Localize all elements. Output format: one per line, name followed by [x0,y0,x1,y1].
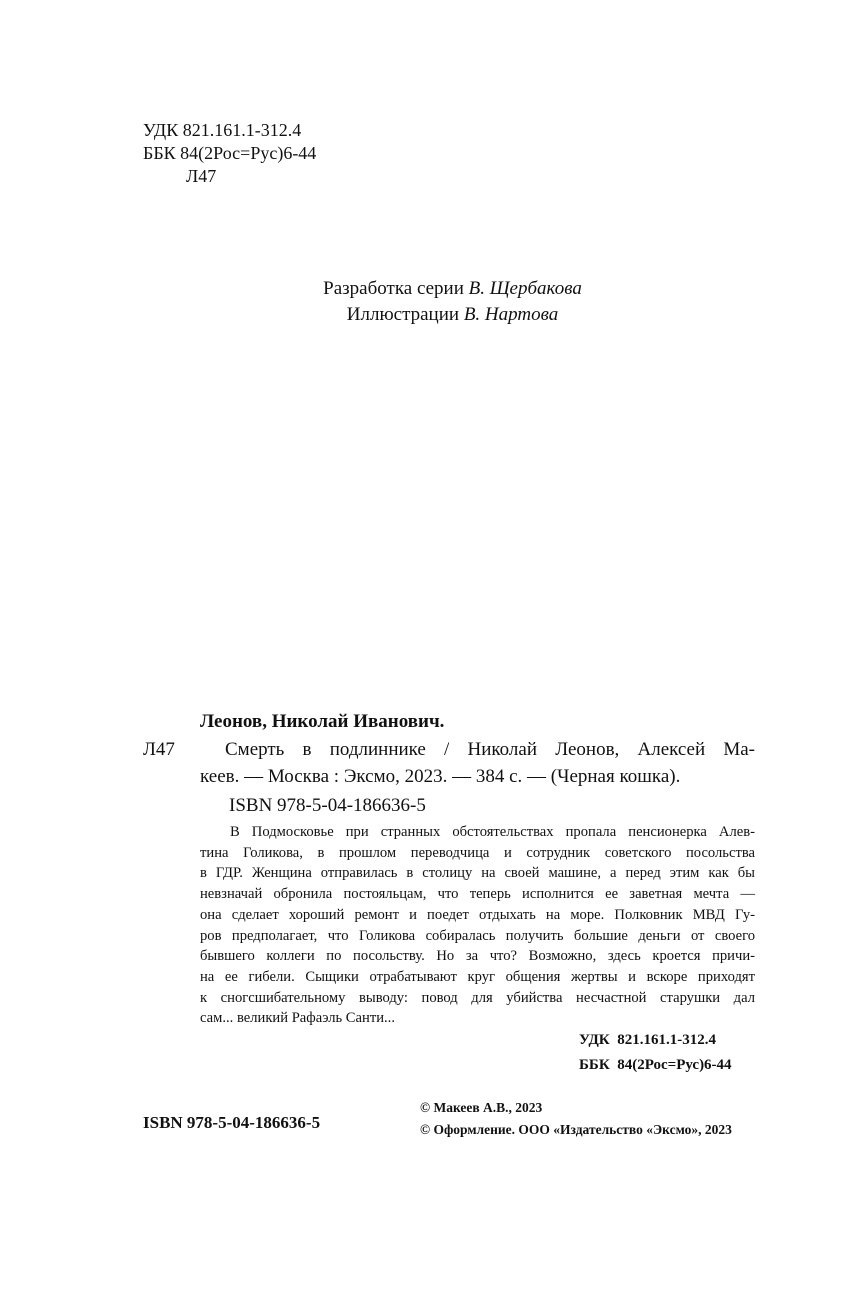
annotation-line: В Подмосковье при странных обстоятельствах пропала пенсионерка Алев- [230,824,755,840]
bottom-udk-label: УДК [579,1032,610,1048]
bottom-bbk-label: ББК [579,1057,610,1073]
bottom-bbk [579,1053,732,1078]
annotation-line: сам... великий Рафаэль Санти... [200,1010,395,1027]
catalog-description [225,736,755,763]
annotation-line: бывшего коллеги по посольству. Но за что? Возможно, здесь кроется причи- [200,948,755,965]
catalog-author: Леонов, Николай Иванович. [200,711,445,732]
catalog-mark: Л47 [143,739,175,760]
annotation-line: в ГДР. Женщина отправилась в столицу на своей машине, а перед этим как бы [200,865,755,882]
catalog-description-continued [200,763,680,790]
catalog-description-line: кеев. — Москва : Эксмо, 2023. — 384 с. — (Черная кошка). [200,766,681,787]
bottom-isbn: ISBN 978-5-04-186636-5 [143,1113,321,1132]
series-designer-name: В. Щербакова [468,278,582,299]
author-mark: Л47 [186,166,217,186]
annotation-line: на ее гибели. Сыщики отрабатывают круг общения жертвы и вскоре приходят [200,968,755,985]
book-annotation [200,822,755,1029]
illustrations-credit [180,302,725,328]
annotation-line: тина Голикова, в прошлом переводчица и сотрудник советского посольства [200,844,755,861]
annotation-line: невзначай обронила постояльцам, что теперь исполнится ее заветная мечта — [200,886,755,903]
series-design-label: Разработка серии [323,278,469,299]
copyright-author: © Макеев А.В., 2023 [420,1100,543,1115]
annotation-line: она сделает хороший ремонт и поедет отдыхать на море. Полковник МВД Гу- [200,906,755,923]
illustrations-label: Иллюстрации [346,304,464,325]
bottom-bbk-value: 84(2Рос=Рус)6-44 [617,1057,732,1073]
catalog-description-line: Смерть в подлиннике / Николай Леонов, Алексей Ма- [225,739,755,760]
illustrator-name: В. Нартова [463,304,559,325]
copyright-design: © Оформление. ООО «Издательство «Эксмо», 2023 [420,1122,732,1137]
udk-code: УДК 821.161.1-312.4 [143,120,302,140]
annotation-line: ров предполагает, что Голикова собиралась получить большие деньги от своего [200,927,755,944]
annotation-line: к сногсшибательному выводу: повод для убийства несчастной старушки дал [200,989,755,1006]
bottom-codes-block [579,1028,732,1078]
top-codes-block [143,119,316,188]
bottom-udk [579,1028,732,1053]
catalog-isbn: ISBN 978-5-04-186636-5 [229,795,426,816]
series-credits [180,276,725,328]
bbk-code: ББК 84(2Рос=Рус)6-44 [143,143,317,163]
series-design-credit [180,276,725,302]
copyright-block [420,1097,732,1141]
bottom-udk-value: 821.161.1-312.4 [617,1032,716,1048]
